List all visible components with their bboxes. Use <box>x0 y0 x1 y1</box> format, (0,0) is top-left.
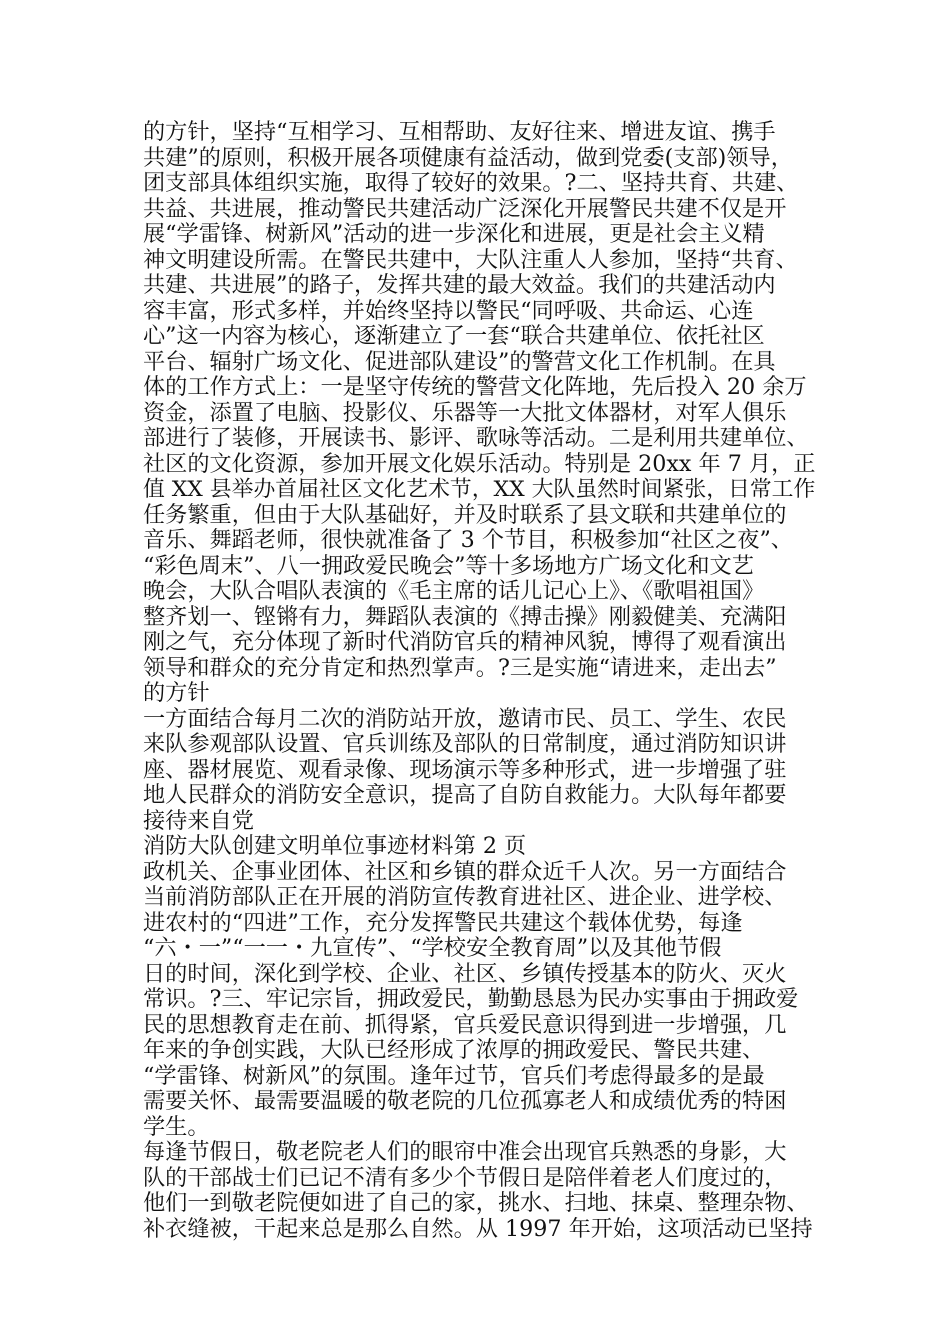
text-line: 当前消防部队正在开展的消防宣传教育进社区、进企业、进学校、 <box>143 884 787 910</box>
text-line: 领导和群众的充分肯定和热烈掌声。?三是实施“请进来，走出去” <box>143 654 777 681</box>
text-line: 音乐、舞蹈老师，很快就准备了 3 个节目，积极参加“社区之夜”、 <box>143 527 793 553</box>
text-line: 一方面结合每月二次的消防站开放，邀请市民、员工、学生、农民 <box>143 705 787 732</box>
text-line: 的方针 <box>143 680 210 706</box>
text-line: 神文明建设所需。在警民共建中，大队注重人人参加，坚持“共育、 <box>143 246 798 273</box>
text-line: 座、器材展览、观看录像、现场演示等多种形式，进一步增强了驻 <box>143 756 787 783</box>
text-line: 每逢节假日，敬老院老人们的眼帘中准会出现官兵熟悉的身影，大 <box>143 1139 787 1165</box>
text-line: 资金，添置了电脑、投影仪、乐器等一大批文体器材，对军人俱乐 <box>143 399 787 426</box>
text-line: 刚之气，充分体现了新时代消防官兵的精神风貌，博得了观看演出 <box>143 629 787 655</box>
text-line: 体的工作方式上：一是坚守传统的警营文化阵地，先后投入 20 余万 <box>143 374 807 400</box>
text-line: 来队参观部队设置、官兵训练及部队的日常制度，通过消防知识讲 <box>143 731 787 757</box>
text-line: 的方针，坚持“互相学习、互相帮助、友好往来、增进友谊、携手 <box>143 119 776 145</box>
text-line: 容丰富，形式多样，并始终坚持以警民“同呼吸、共命运、心连 <box>143 297 754 324</box>
text-line: 共建”的原则，积极开展各项健康有益活动，做到党委(支部)领导， <box>143 144 793 171</box>
text-line: 展“学雷锋、树新风”活动的进一步深化和进展，更是社会主义精 <box>143 221 765 247</box>
text-line: 整齐划一、铿锵有力，舞蹈队表演的《搏击操》刚毅健美、充满阳 <box>143 603 787 630</box>
text-line: 晚会，大队合唱队表演的《毛主席的话儿记心上》、《歌唱祖国》 <box>143 578 765 604</box>
text-line: 学生。 <box>143 1113 210 1140</box>
text-line: 进农村的“四进”工作，充分发挥警民共建这个载体优势，每逢 <box>143 909 743 936</box>
document-body <box>143 119 816 1242</box>
text-line: 团支部具体组织实施，取得了较好的效果。?二、坚持共育、共建、 <box>143 170 799 196</box>
text-line: 年来的争创实践，大队已经形成了浓厚的拥政爱民、警民共建、 <box>143 1037 765 1063</box>
text-line: 共益、共进展，推动警民共建活动广泛深化开展警民共建不仅是开 <box>143 195 787 222</box>
text-line: 任务繁重，但由于大队基础好，并及时联系了县文联和共建单位的 <box>143 501 787 528</box>
text-line: 平台、辐射广场文化、促进部队建设”的警营文化工作机制。在具 <box>143 348 776 375</box>
text-line: 日的时间，深化到学校、企业、社区、乡镇传授基本的防火、灭火 <box>143 960 787 987</box>
text-line: 地人民群众的消防安全意识，提高了自防自救能力。大队每年都要 <box>143 782 787 808</box>
text-line: 常识。?三、牢记宗旨，拥政爱民，勤勤恳恳为民办实事由于拥政爱 <box>143 986 799 1012</box>
text-line: 社区的文化资源，参加开展文化娱乐活动。特别是 20xx 年 7 月，正 <box>143 450 816 477</box>
text-line: “彩色周末”、八一拥政爱民晚会”等十多场地方广场文化和文艺 <box>143 552 754 579</box>
text-line: 民的思想教育走在前、抓得紧，官兵爱民意识得到进一步增强，几 <box>143 1011 787 1038</box>
text-line: 接待来自党 <box>143 807 254 834</box>
text-line: 需要关怀、最需要温暖的敬老院的几位孤寡老人和成绩优秀的特困 <box>143 1088 787 1114</box>
text-line: 部进行了装修，开展读书、影评、歌咏等活动。二是利用共建单位、 <box>143 425 809 451</box>
text-line: 队的干部战士们已记不清有多少个节假日是陪伴着老人们度过的， <box>143 1164 787 1191</box>
text-line: 政机关、企事业团体、社区和乡镇的群众近千人次。另一方面结合 <box>143 858 787 885</box>
text-line: 补衣缝被，干起来总是那么自然。从 1997 年开始，这项活动已坚持 <box>143 1215 813 1242</box>
text-line: 心”这一内容为核心，逐渐建立了一套“联合共建单位、依托社区 <box>143 323 765 349</box>
text-line: 值 XX 县举办首届社区文化艺术节，XX 大队虽然时间紧张，日常工作 <box>143 477 816 502</box>
text-line: “六・一”“一一・九宣传”、“学校安全教育周”以及其他节假 <box>143 935 722 961</box>
text-line: 消防大队创建文明单位事迹材料第 2 页 <box>143 833 527 859</box>
text-line: 共建、共进展”的路子，发挥共建的最大效益。我们的共建活动内 <box>143 272 776 298</box>
text-line: 他们一到敬老院便如进了自己的家，挑水、扫地、抹桌、整理杂物、 <box>143 1190 809 1216</box>
text-line: “学雷锋、树新风”的氛围。逢年过节，官兵们考虑得最多的是最 <box>143 1062 765 1089</box>
